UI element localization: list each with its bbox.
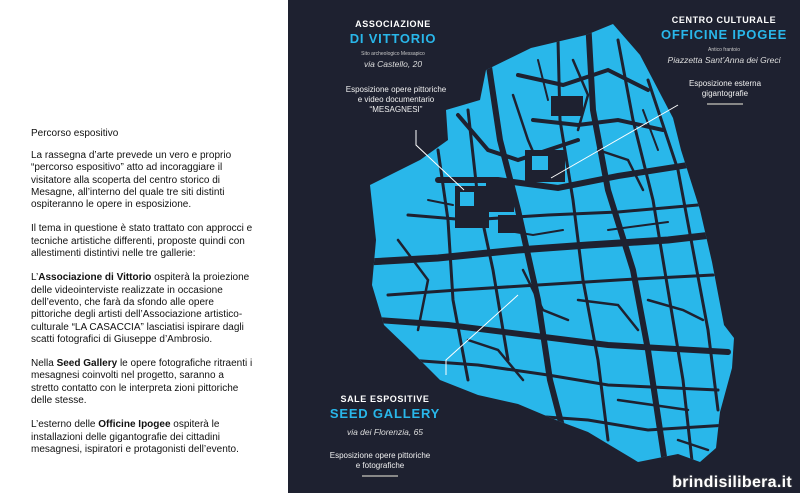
seed-name: Seed Gallery: [56, 358, 118, 370]
seed-address: via dei Florenzia, 65: [346, 427, 424, 437]
officine-address: Piazzetta Sant’Anna dei Greci: [667, 55, 781, 65]
vittorio-subtitle: Sito archeologico Messapico: [361, 51, 425, 57]
officine-label-main: OFFICINE IPOGEE: [660, 27, 788, 42]
officine-name: Officine Ipogee: [98, 419, 171, 431]
seed-label: [320, 394, 450, 437]
officine-label: [650, 15, 798, 65]
seed-label-main: SEED GALLERY: [329, 406, 441, 421]
text-panel: [0, 0, 288, 493]
site-watermark: brindisilibera.it: [672, 474, 792, 491]
section-heading: Percorso espositivo: [31, 128, 119, 139]
officine-subtitle: Antico frantoio: [708, 47, 740, 53]
paragraph-officine: L’esterno delle Officine Ipogee ospiterà le installazioni delle gigantografie dei cittadini mesagnesi, ispiratori e protagonisti dell’evento.: [31, 419, 239, 455]
vittorio-label-top: ASSOCIAZIONE: [355, 19, 431, 29]
officine-description: Esposizione esterna gigantografie: [670, 79, 780, 105]
seed-rule: [362, 475, 398, 477]
paragraph-seed: Nella Seed Gallery le opere fotografiche ritraenti i mesagnesi coinvolti nel progetto, saranno a stretto contatto con le interpreta zioni pittoriche delle stesse.: [31, 358, 253, 407]
seed-label-top: SALE ESPOSITIVE: [340, 394, 430, 404]
paragraph-intro: La rassegna d’arte prevede un vero e proprio “percorso espositivo” atto ad incoraggiare il visitatore alla scoperta del centro storico di Mesagne, all’interno del quale tre siti distinti ospiteranno le opere in esposizione.: [31, 150, 232, 211]
vittorio-description: Esposizione opere pittoriche e video documentario “MESAGNESI”: [345, 85, 447, 114]
section-body: [31, 150, 253, 468]
map-panel: [288, 0, 800, 493]
vittorio-address: via Castello, 20: [363, 59, 423, 69]
vittorio-name: Associazione di Vittorio: [38, 272, 152, 284]
officine-label-top: CENTRO CULTURALE: [671, 15, 777, 25]
vittorio-label: [333, 19, 453, 69]
seed-description: Esposizione opere pittoriche e fotografiche: [310, 451, 450, 477]
officine-rule: [707, 103, 743, 105]
vittorio-label-main: DI VITTORIO: [349, 31, 437, 46]
paragraph-vittorio: L’Associazione di Vittorio ospiterà la proiezione delle videointerviste realizzate in occasione dell’evento, che farà da sfondo alle opere pittoriche degli artisti dell’Associazione artistico-culturale “LA CASACCIA” lasciatisi ispirare dagli scatti fotografici di Giuseppe d’Ambrosio.: [31, 272, 250, 345]
paragraph-theme: Il tema in questione è stato trattato con approcci e tecniche artistiche differenti, proposte quindi con allestimenti distintivi nelle tre gallerie:: [31, 223, 253, 260]
